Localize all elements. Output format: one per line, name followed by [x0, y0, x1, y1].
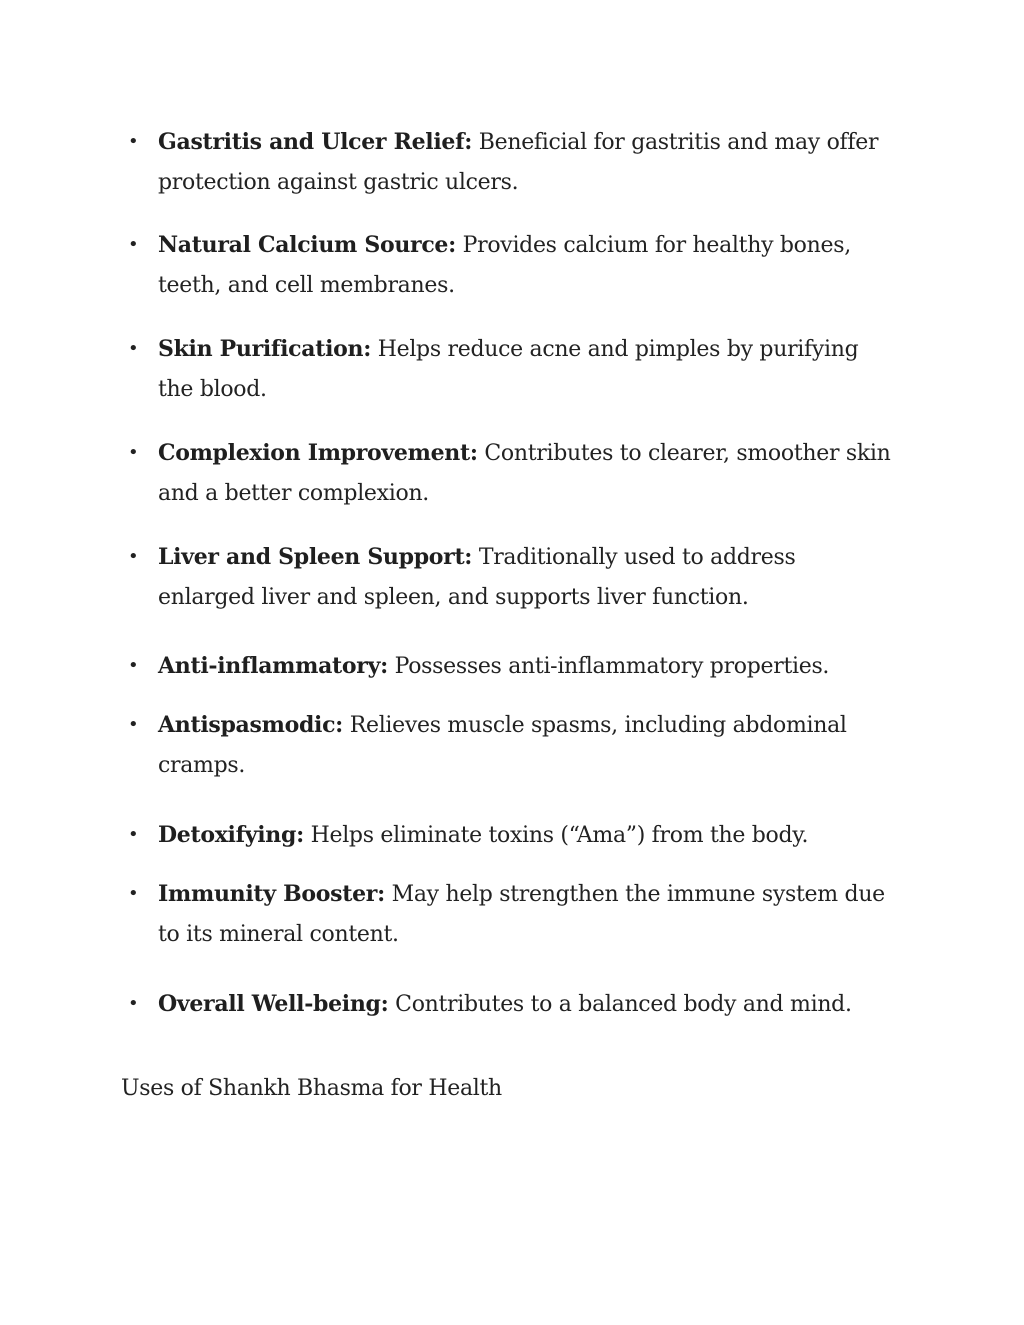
benefit-term: Complexion Improvement:: [158, 440, 478, 466]
benefit-description: Helps eliminate toxins (“Ama”) from the body.: [303, 823, 809, 848]
list-item-wellbeing: [128, 984, 898, 1025]
list-item-immunity: [128, 874, 898, 955]
benefit-term: Natural Calcium Source:: [158, 232, 456, 258]
benefit-description: Contributes to clearer, smoother skin and a better complexion.: [158, 441, 891, 506]
bullet-icon: •: [128, 131, 139, 152]
bullet-icon: •: [128, 338, 139, 359]
benefit-term: Antispasmodic:: [158, 712, 344, 738]
list-item-detoxifying: [128, 815, 898, 856]
list-item-skin: [128, 329, 898, 410]
benefit-description: Provides calcium for healthy bones, teeth, and cell membranes.: [158, 233, 851, 298]
list-item-antispasmodic: [128, 705, 898, 786]
list-item-complexion: [128, 433, 898, 514]
benefit-term: Detoxifying:: [158, 822, 304, 848]
list-item-calcium: [128, 225, 898, 306]
section-heading: Uses of Shankh Bhasma for Health: [121, 1076, 502, 1101]
benefit-term: Anti-inflammatory:: [158, 653, 388, 679]
benefit-term: Immunity Booster:: [158, 881, 385, 907]
benefit-term: Gastritis and Ulcer Relief:: [158, 129, 473, 155]
benefit-term: Overall Well-being:: [158, 991, 389, 1017]
benefit-description: Contributes to a balanced body and mind.: [388, 992, 852, 1017]
bullet-icon: •: [128, 442, 139, 463]
benefit-description: Traditionally used to address enlarged liver and spleen, and supports liver function.: [158, 545, 796, 610]
bullet-icon: •: [128, 546, 139, 567]
bullet-icon: •: [128, 234, 139, 255]
bullet-icon: •: [128, 824, 139, 845]
benefit-description: May help strengthen the immune system due to its mineral content.: [158, 882, 885, 947]
benefit-description: Beneficial for gastritis and may offer protection against gastric ulcers.: [158, 130, 879, 195]
benefit-description: Possesses anti-inflammatory properties.: [387, 654, 830, 679]
benefit-description: Helps reduce acne and pimples by purifying the blood.: [158, 337, 859, 402]
bullet-icon: •: [128, 714, 139, 735]
list-item-gastritis: [128, 122, 898, 203]
bullet-icon: •: [128, 883, 139, 904]
benefit-term: Liver and Spleen Support:: [158, 544, 473, 570]
list-item-liver: [128, 537, 898, 618]
bullet-icon: •: [128, 655, 139, 676]
list-item-anti-inflammatory: [128, 646, 898, 687]
benefit-term: Skin Purification:: [158, 336, 372, 362]
bullet-icon: •: [128, 993, 139, 1014]
benefit-description: Relieves muscle spasms, including abdominal cramps.: [158, 713, 847, 778]
